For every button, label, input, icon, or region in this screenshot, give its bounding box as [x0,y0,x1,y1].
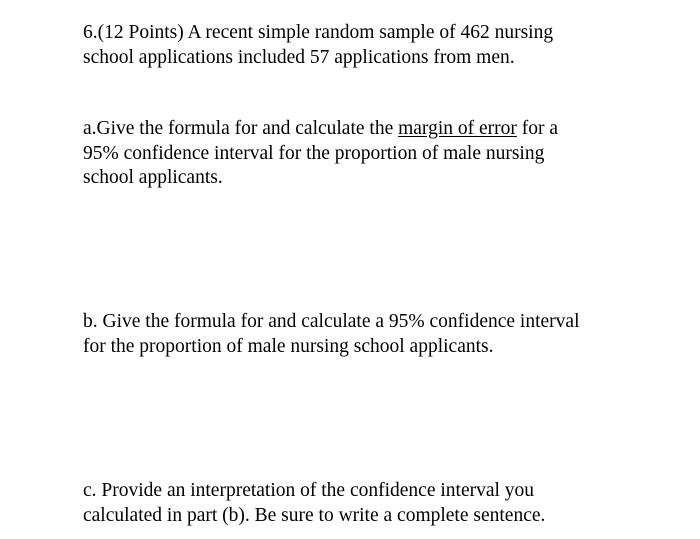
intro-line-1: 6.(12 Points) A recent simple random sample of 462 nursing [83,22,554,43]
part-a-line-2: 95% confidence interval for the proportion of male nursing [83,142,545,164]
part-b-line-1: b. Give the formula for and calculate a 95% confidence interval [83,311,580,332]
part-a-line-1-post: for a [516,118,559,139]
part-b [83,310,683,359]
part-a-line-1-pre: a.Give the formula for and calculate the [83,118,399,139]
part-c [83,479,683,528]
question-intro [83,21,683,70]
part-a [83,117,683,191]
part-a-line-3: school applicants. [83,167,223,188]
part-a-line-1 [83,117,683,142]
margin-of-error-underlined: margin of error [398,118,517,139]
part-c-line-2: calculated in part (b). Be sure to write a complete sentence. [83,504,546,526]
part-c-line-1: c. Provide an interpretation of the confidence interval you [83,480,535,501]
part-b-line-2: for the proportion of male nursing school applicants. [83,335,494,357]
intro-line-2: school applications included 57 applications from men. [83,46,515,68]
